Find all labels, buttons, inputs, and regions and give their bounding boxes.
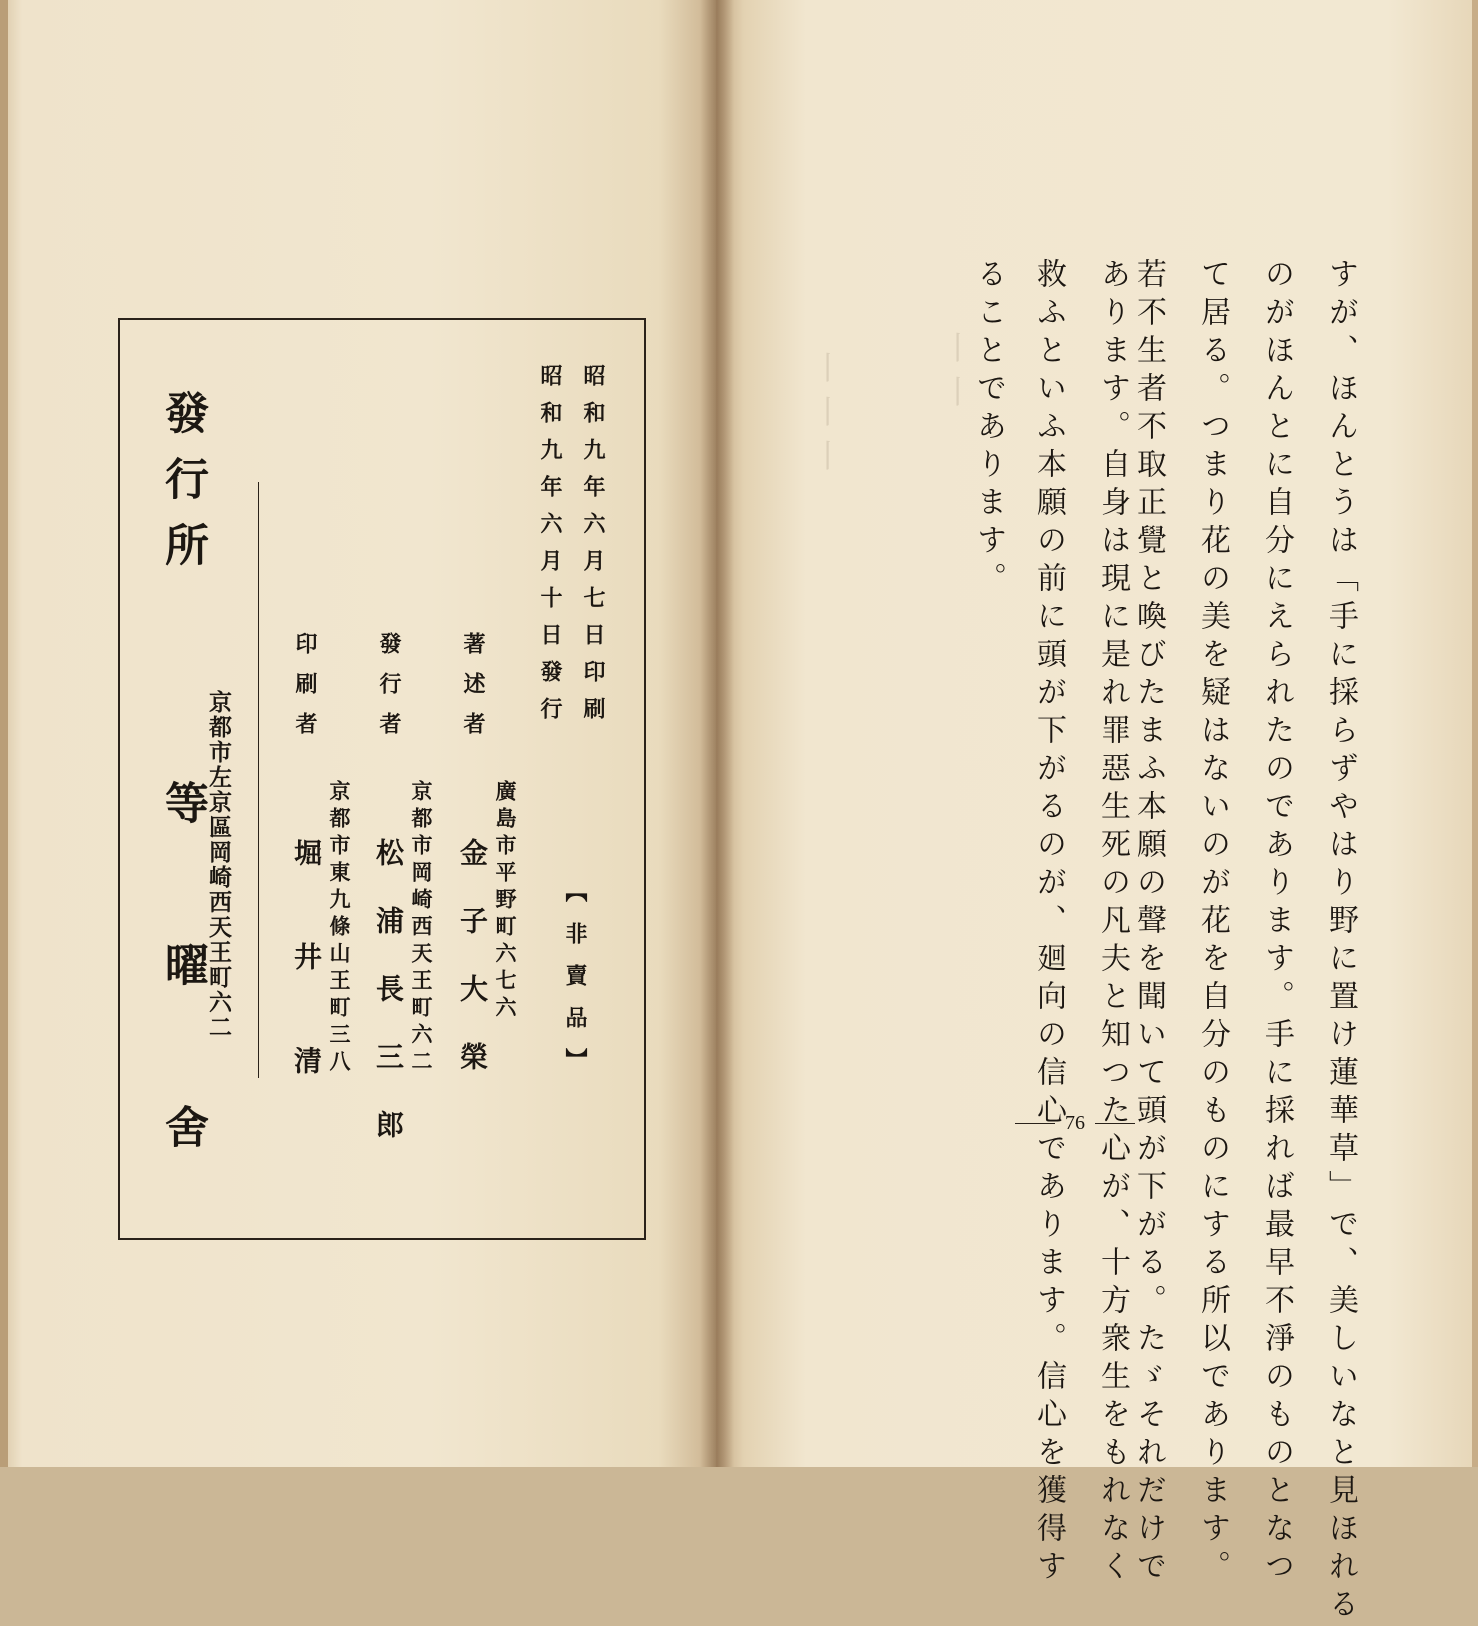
body-text-line: すが、ほんとうは「手に採らずやはり野に置け蓮華草」で、美しいなと見ほれる — [1323, 258, 1358, 1626]
body-text-line: 若不生者不取正覺と喚びたまふ本願の聲を聞いて頭が下がる。たゞそれだけで — [1131, 258, 1166, 1588]
printer-role: 印刷者 — [292, 632, 318, 752]
publisher-role: 發行者 — [376, 632, 402, 752]
page-edge-right — [1472, 0, 1478, 1467]
page-edge-left — [0, 0, 8, 1467]
printing-date: 昭和九年六月七日印刷 — [580, 364, 606, 734]
book-gutter — [700, 0, 734, 1467]
printer-address: 京都市東九條山王町三八 — [327, 780, 352, 1077]
publishing-house-name: 等曜舍 — [157, 780, 208, 1266]
publisher-name: 松浦長三郎 — [372, 838, 405, 1178]
publisher-address: 京都市岡崎西天王町六二 — [409, 780, 434, 1077]
colophon-title: 發行所 — [157, 390, 208, 588]
author-name: 金子大榮 — [456, 838, 489, 1110]
issue-date: 昭和九年六月十日發行 — [537, 364, 563, 734]
not-for-sale-label: 【非賣品】 — [562, 880, 588, 1090]
colophon-divider — [258, 482, 259, 1078]
body-text-line: のがほんとに自分にえられたのであります。手に採れば最早不淨のものとなつ — [1259, 258, 1294, 1588]
body-text-line: て居る。つまり花の美を疑はないのが花を自分のものにする所以であります。 — [1195, 258, 1230, 1588]
page-number-dash — [1095, 1123, 1135, 1124]
page-number-dash — [1015, 1123, 1055, 1124]
author-role: 著述者 — [460, 632, 486, 752]
body-text-line: ることであります。 — [971, 258, 1006, 600]
author-address: 廣島市平野町六七六 — [493, 780, 518, 1023]
page-number-value: 76 — [1065, 1111, 1085, 1134]
page-number — [1005, 1106, 1145, 1140]
body-text-line: あります。自身は現に是れ罪惡生死の凡夫と知つた心が、十方衆生をもれなく — [1095, 258, 1130, 1588]
show-through-mark: 〡〡〡 — [804, 350, 844, 482]
printer-name: 堀井清 — [290, 838, 323, 1150]
body-text-line: 救ふといふ本願の前に頭が下がるのが、廻向の信心であります。信心を獲得す — [1031, 258, 1066, 1588]
publishing-house-address: 京都市左京區岡崎西天王町六二 — [205, 690, 232, 1040]
show-through-mark: 〡〡 — [934, 330, 974, 418]
